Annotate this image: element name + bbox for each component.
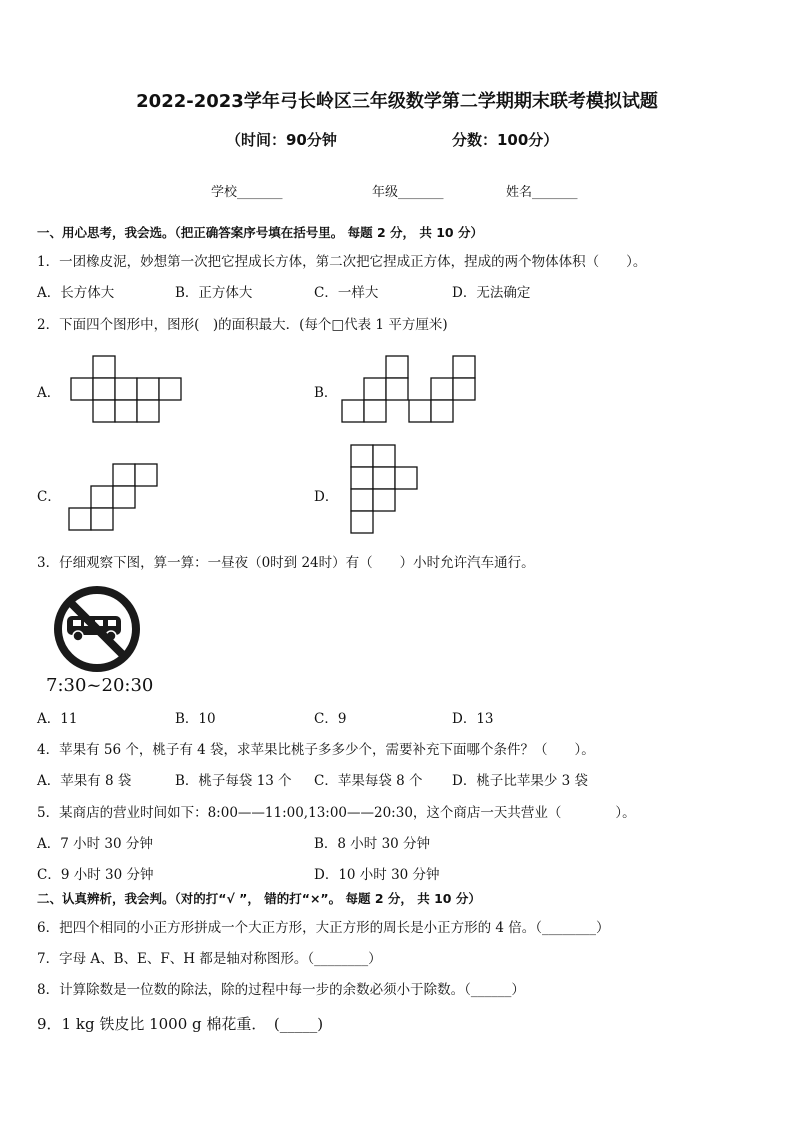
q4-option-d: D．桃子比苹果少 3 袋: [452, 773, 588, 789]
exam-score: 分数：100分）: [452, 131, 559, 149]
question-8: 8．计算除数是一位数的除法，除的过程中每一步的余数必须小于除数。（______）: [37, 982, 525, 998]
figure-d: [348, 443, 423, 539]
q4-option-a: A．苹果有 8 袋: [37, 773, 132, 789]
q2-label-d: D．: [314, 489, 339, 505]
q4-option-c: C．苹果每袋 8 个: [314, 773, 423, 789]
question-5: 5．某商店的营业时间如下：8:00——11:00,13:00——20:30，这个商店一天共营业（ ）。: [37, 805, 636, 821]
question-2: 2．下面四个图形中，图形( )的面积最大．(每个□代表 1 平方厘米): [37, 317, 448, 333]
figure-c: [67, 462, 162, 534]
q5-option-c: C．9 小时 30 分钟: [37, 867, 154, 883]
q4-option-b: B．桃子每袋 13 个: [175, 773, 292, 789]
q2-label-c: C．: [37, 489, 61, 505]
page-title: 2022-2023学年弓长岭区三年级数学第二学期期末联考模拟试题: [136, 91, 658, 112]
grade-field: 年级_______: [372, 185, 444, 200]
school-field: 学校_______: [211, 185, 283, 200]
exam-time: （时间：90分钟: [226, 131, 337, 149]
q1-option-d: D．无法确定: [452, 285, 531, 301]
section-2-heading: 二、认真辨析，我会判。（对的打“√ ”， 错的打“×”。 每题 2 分， 共 10 分）: [37, 891, 481, 906]
name-field: 姓名_______: [506, 185, 578, 200]
q3-option-b: B．10: [175, 711, 216, 727]
q1-option-c: C．一样大: [314, 285, 379, 301]
q3-option-a: A．11: [37, 711, 78, 727]
question-7: 7．字母 A、B、E、F、H 都是轴对称图形。（________）: [37, 951, 382, 967]
q3-option-c: C．9: [314, 711, 347, 727]
no-vehicle-sign: [50, 585, 146, 675]
q5-option-a: A．7 小时 30 分钟: [37, 836, 153, 852]
q5-option-d: D．10 小时 30 分钟: [314, 867, 440, 883]
question-4: 4．苹果有 56 个，桃子有 4 袋，求苹果比桃子多多少个，需要补充下面哪个条件？（ ）。: [37, 742, 595, 758]
question-9: 9．1 kg 铁皮比 1000 g 棉花重． (_____): [37, 1015, 324, 1033]
q2-label-b: B．: [314, 385, 338, 401]
question-6: 6．把四个相同的小正方形拼成一个大正方形，大正方形的周长是小正方形的 4 倍。（________）: [37, 920, 610, 936]
question-3: 3．仔细观察下图，算一算：一昼夜（0时到 24时）有（ ）小时允许汽车通行。: [37, 555, 535, 571]
sign-caption: 7:30~20:30: [46, 675, 154, 696]
figure-a: [70, 354, 186, 424]
question-1: 1．一团橡皮泥，妙想第一次把它捏成长方体，第二次把它捏成正方体，捏成的两个物体体积（ ）。: [37, 254, 647, 270]
q2-label-a: A．: [37, 385, 61, 401]
q3-option-d: D．13: [452, 711, 494, 727]
q1-option-b: B．正方体大: [175, 285, 253, 301]
q1-option-a: A．长方体大: [37, 285, 115, 301]
section-1-heading: 一、用心思考，我会选。（把正确答案序号填在括号里。 每题 2 分， 共 10 分）: [37, 225, 483, 240]
figure-b: [340, 354, 480, 426]
q5-option-b: B．8 小时 30 分钟: [314, 836, 431, 852]
